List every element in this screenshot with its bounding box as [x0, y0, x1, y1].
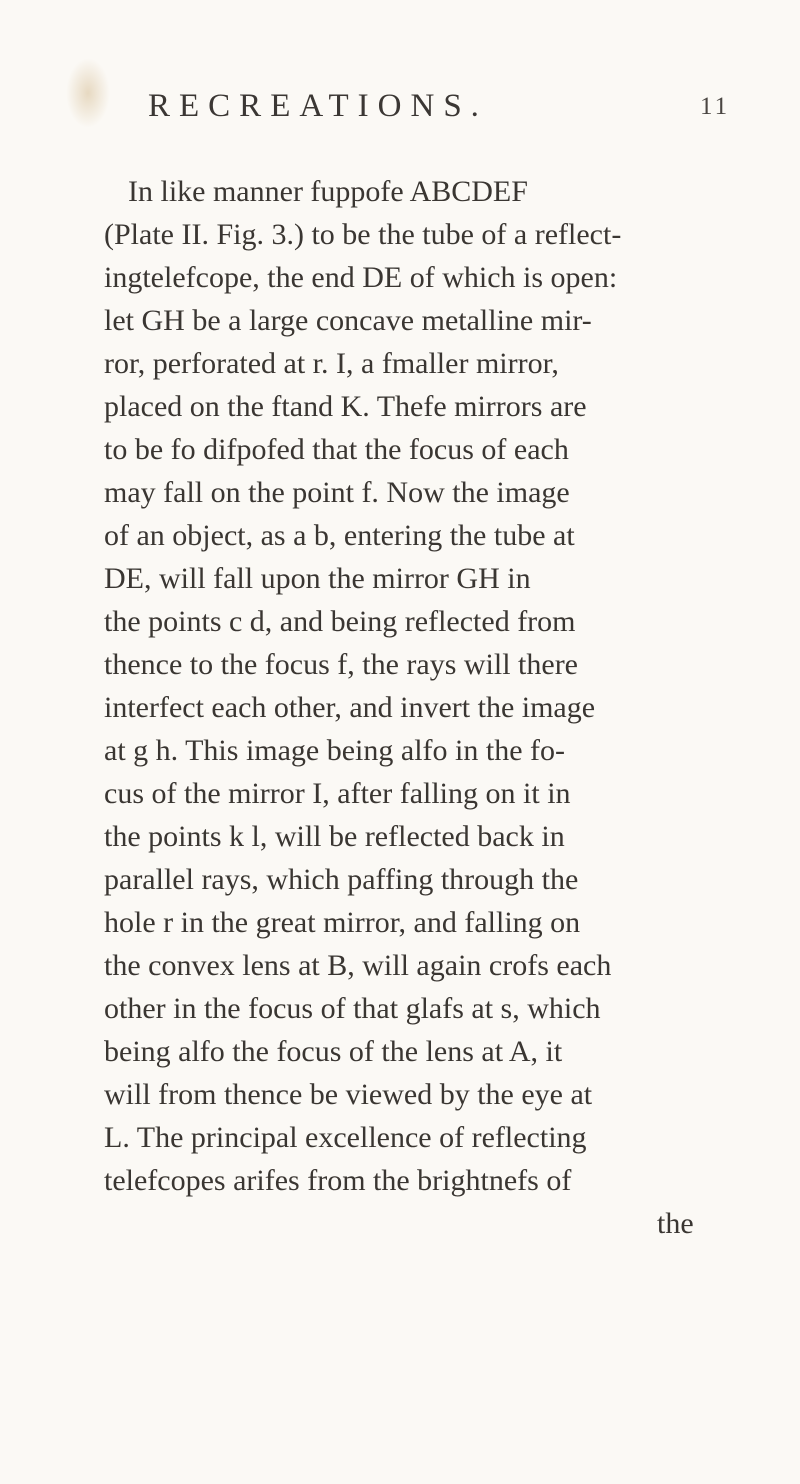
text-line: placed on the ftand K. Thefe mirrors are: [104, 390, 587, 423]
text-line: DE, will fall upon the mirror GH in: [104, 562, 531, 595]
text-line: ror, perforated at r. I, a fmaller mirror,: [104, 347, 559, 380]
text-line: parallel rays, which paffing through the: [104, 863, 579, 896]
text-line: at g h. This image being alfo in the fo-: [104, 734, 566, 767]
text-line: to be fo difpofed that the focus of each: [104, 433, 569, 466]
running-head: RECREATIONS.: [148, 88, 488, 124]
text-line: interfect each other, and invert the image: [104, 691, 596, 724]
text-line: cus of the mirror I, after falling on it in: [104, 777, 571, 810]
text-line: In like manner fuppofe ABCDEF: [128, 175, 528, 208]
text-line: the points k l, will be reflected back in: [104, 820, 565, 853]
text-line: will from thence be viewed by the eye at: [104, 1078, 593, 1111]
text-line: ingtelefcope, the end DE of which is open:: [104, 261, 618, 294]
text-line: other in the focus of that glafs at s, which: [104, 992, 601, 1025]
text-line: the points c d, and being reflected from: [104, 605, 576, 638]
text-line: of an object, as a b, entering the tube at: [104, 519, 575, 552]
text-line: L. The principal excellence of reflecting: [104, 1121, 587, 1154]
text-line: may fall on the point f. Now the image: [104, 476, 570, 509]
text-line: hole r in the great mirror, and falling on: [104, 906, 581, 939]
text-line: being alfo the focus of the lens at A, it: [104, 1035, 563, 1068]
paper-stain: [66, 58, 110, 128]
page-number: 11: [700, 93, 731, 120]
text-line: telefcopes arifes from the brightnefs of: [104, 1164, 572, 1197]
catchword: the: [657, 1207, 694, 1240]
text-line: thence to the focus f, the rays will there: [104, 648, 578, 681]
text-line: let GH be a large concave metalline mir-: [104, 304, 592, 337]
text-line: (Plate II. Fig. 3.) to be the tube of a reflect-: [104, 218, 622, 251]
text-line: the convex lens at B, will again crofs each: [104, 949, 612, 982]
